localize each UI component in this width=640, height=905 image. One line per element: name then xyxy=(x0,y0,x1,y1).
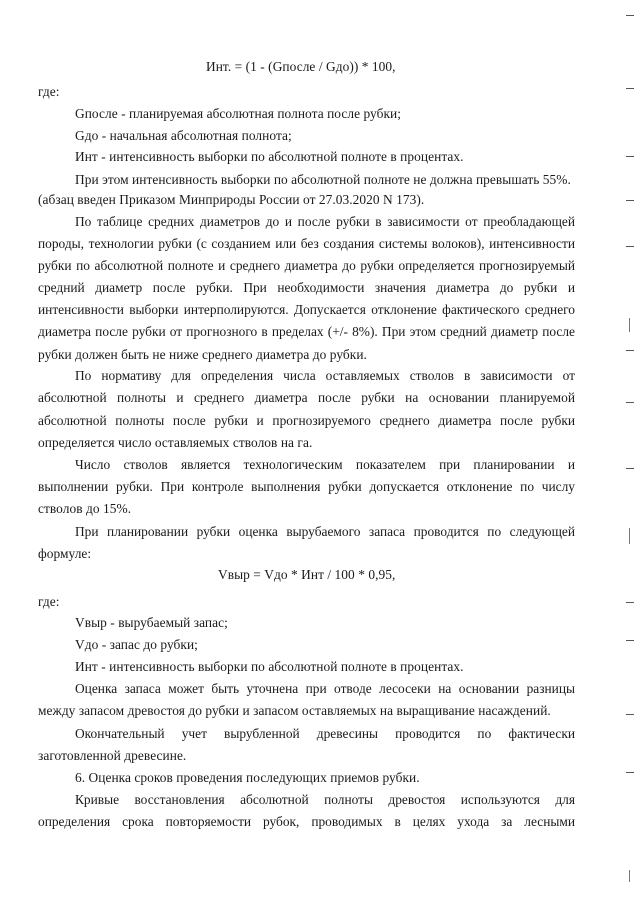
scan-edge-mark xyxy=(626,772,634,773)
paragraph-norm-line: определяется число оставляемых стволов на га. xyxy=(38,435,313,450)
paragraph-final-line: заготовленной древесине. xyxy=(38,748,187,763)
scan-edge-mark xyxy=(626,88,634,89)
definition-int: Инт - интенсивность выборки по абсолютной полноте в процентах. xyxy=(75,149,464,164)
paragraph-curves-line: определения срока повторяемости рубок, проводимых в целях ухода за лесными xyxy=(38,814,575,829)
paragraph-diameter-line: диаметра после рубки от прогнозного в пределах (+/- 8%). При этом средний диаметр после xyxy=(38,324,575,339)
section-heading: 6. Оценка сроков проведения последующих приемов рубки. xyxy=(75,770,420,785)
paragraph-estimate-line: Оценка запаса может быть уточнена при отводе лесосеки на основании разницы xyxy=(75,681,575,696)
paragraph-norm-line: абсолютной полноты и среднего диаметра после рубки на основании планируемой xyxy=(38,390,575,405)
paragraph-limit: При этом интенсивность выборки по абсолютной полноте не должна превышать 55%. xyxy=(75,172,571,187)
formula-intensity: Инт. = (1 - (Gпосле / Gдо)) * 100, xyxy=(206,59,396,74)
scan-edge-mark xyxy=(626,602,634,603)
scan-edge-mark xyxy=(626,15,634,16)
definition-v-before: Vдо - запас до рубки; xyxy=(75,637,198,652)
paragraph-stems-line: стволов до 15%. xyxy=(38,501,132,516)
paragraph-curves-line: Кривые восстановления абсолютной полноты древостоя используются для xyxy=(75,792,575,807)
scan-edge-mark xyxy=(626,714,634,715)
paragraph-volume-line: При планировании рубки оценка вырубаемого запаса проводится по следующей xyxy=(75,524,575,539)
paragraph-final-line: Окончательный учет вырубленной древесины проводится по фактически xyxy=(75,726,575,741)
paragraph-diameter-line: интенсивности выборки интерполируются. Допускается отклонение фактического среднего xyxy=(38,302,575,317)
formula-volume: Vвыр = Vдо * Инт / 100 * 0,95, xyxy=(218,567,396,582)
paragraph-norm-line: абсолютной полноты после рубки и прогнозируемого среднего диаметра после рубки xyxy=(38,413,575,428)
paragraph-stems-line: Число стволов является технологическим показателем при планировании и xyxy=(75,457,575,472)
scan-edge-mark xyxy=(626,246,634,247)
where-label-2: где: xyxy=(38,594,60,609)
scan-edge-mark xyxy=(626,156,634,157)
definition-g-after: Gпосле - планируемая абсолютная полнота после рубки; xyxy=(75,106,402,121)
paragraph-diameter-line: породы, технологии рубки (с созданием или без создания системы волоков), интенсивности xyxy=(38,236,575,251)
scan-edge-mark xyxy=(629,870,630,882)
where-label-1: где: xyxy=(38,84,60,99)
paragraph-volume-line: формуле: xyxy=(38,546,92,561)
paragraph-amendment: (абзац введен Приказом Минприроды России от 27.03.2020 N 173). xyxy=(38,192,425,207)
paragraph-estimate-line: между запасом древостоя до рубки и запасом оставляемых на выращивание насаждений. xyxy=(38,703,551,718)
definition-v-cut: Vвыр - вырубаемый запас; xyxy=(75,615,228,630)
scan-edge-mark xyxy=(626,200,634,201)
paragraph-diameter-line: рубки по абсолютной полноте и среднего диаметра до рубки определяется прогнозируемый xyxy=(38,258,575,273)
definition-g-before: Gдо - начальная абсолютная полнота; xyxy=(75,128,292,143)
paragraph-norm-line: По нормативу для определения числа оставляемых стволов в зависимости от xyxy=(75,368,575,383)
paragraph-diameter-line: По таблице средних диаметров до и после рубки в зависимости от преобладающей xyxy=(75,214,575,229)
paragraph-diameter-line: рубки должен быть не ниже среднего диаметра до рубки. xyxy=(38,347,367,362)
scan-edge-mark xyxy=(626,640,634,641)
scan-edge-mark xyxy=(626,402,634,403)
definition-int-2: Инт - интенсивность выборки по абсолютной полноте в процентах. xyxy=(75,659,464,674)
scan-edge-mark xyxy=(626,468,634,469)
scan-edge-mark xyxy=(629,528,630,544)
scan-edge-mark xyxy=(626,350,634,351)
paragraph-stems-line: выполнении рубки. При контроле выполнения рубки допускается отклонение по числу xyxy=(38,479,575,494)
scan-edge-mark xyxy=(629,318,630,332)
paragraph-diameter-line: средний диаметр после рубки. При необходимости значения диаметра до рубки и xyxy=(38,280,575,295)
